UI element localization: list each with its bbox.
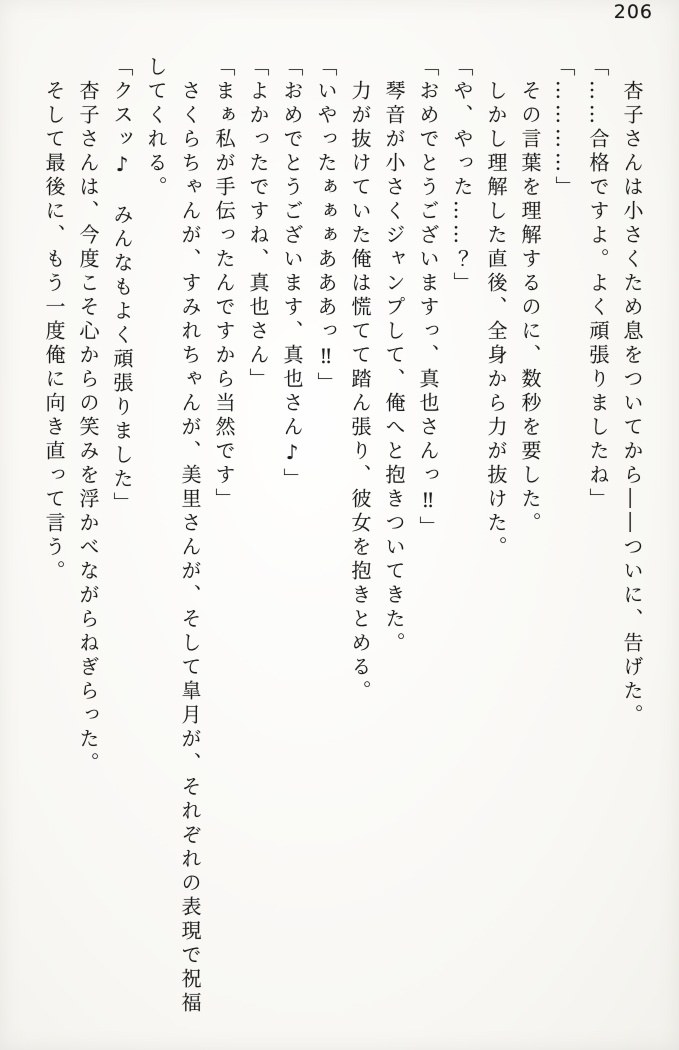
text-line: さくらちゃんが、すみれちゃんが、美里さんが、そして皐月が、それぞれの表現で祝福してくれる。: [144, 56, 202, 1016]
text-line: 杏子さんは、今度こそ心からの笑みを浮かべながらねぎらった。: [76, 56, 100, 776]
text-line: その言葉を理解するのに、数秒を要した。: [518, 56, 542, 536]
text-line: 「いやったぁぁぁあああっ‼」: [314, 56, 338, 396]
text-line: 「よかったですね、真也さん」: [246, 56, 270, 392]
text-line: 「…………」: [552, 56, 576, 200]
text-line: しかし理解した直後、全身から力が抜けた。: [484, 56, 508, 560]
text-line: 杏子さんは小さくため息をついてから――ついに、告げた。: [620, 56, 644, 728]
text-line: 「……合格ですよ。よく頑張りましたね」: [586, 56, 610, 512]
text-line: 「おめでとうございます、真也さん♪」: [280, 56, 304, 492]
page-number: 206: [613, 1, 653, 23]
text-line: 「まぁ私が手伝ったんですから当然です」: [212, 56, 236, 512]
text-line: 力が抜けていた俺は慌てて踏ん張り、彼女を抱きとめる。: [348, 56, 372, 704]
text-line: 「クスッ♪ みんなもよく頑張りました」: [110, 56, 134, 516]
text-line: 「おめでとうございますっ、真也さんっ‼」: [416, 56, 440, 540]
text-line: 「や、やった……？」: [450, 56, 474, 296]
text-body: [37, 56, 649, 1018]
text-line: 琴音が小さくジャンプして、俺へと抱きついてきた。: [382, 56, 406, 656]
text-line: そして最後に、もう一度俺に向き直って言う。: [42, 56, 66, 584]
